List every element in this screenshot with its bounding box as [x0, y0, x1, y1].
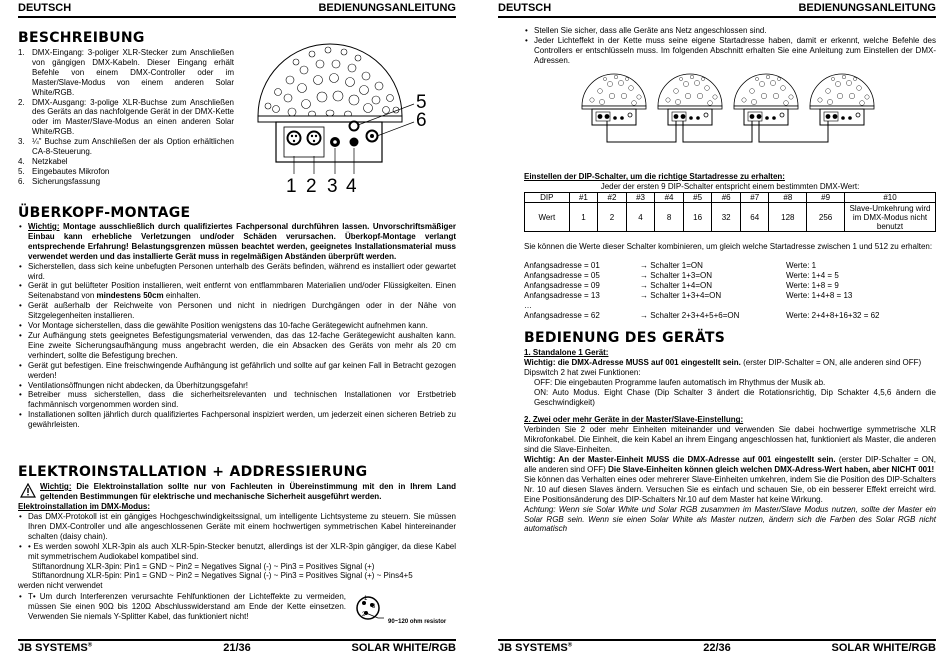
address-value: Anfangsadresse = 13 [524, 290, 600, 300]
master-slave-inverse: Sie können das Verhalten eines oder mehrerer Slave-Einheiten umkehren, indem Sie die Position des DIP-Schalters Nr. 10 auf diesen Slaves ändern. Versuchen Sie es einfach und schauen Sie, ob ein besserer Effekt erreicht wird. Eine Positionsänderung des DIP-Schalters Nr.10 auf dem Master hat keine Wirkung. [524, 474, 936, 504]
master-slave-intro: Verbinden Sie 2 oder mehr Einheiten miteinander und verwenden Sie dabei hochwertige symmetrische XLR Mikrofonkabel. Die Einheit, die kein Kabel an ihrem Eingang angeschlossen hat, funktioniert als Master, die anderen sind die Slave-Einheiten. [524, 425, 936, 455]
value-sum: Werte: 1 [786, 261, 817, 270]
table-cell: #2 [598, 193, 627, 203]
switch-setting: → Schalter 1+3+4=ON [640, 290, 722, 300]
callout-2: 2 [306, 176, 317, 197]
list-item: • Vor Montage sicherstellen, dass die gewählte Position wenigstens das 10-fache Gerätegewicht aufnehmen kann. [18, 321, 456, 331]
table-row [525, 193, 936, 203]
table-cell: #1 [569, 193, 598, 203]
heading-montage: ÜBERKOPF-MONTAGE [18, 205, 191, 221]
dip-heading: Einstellen der DIP-Schalter, um die richtige Startadresse zu erhalten: [524, 172, 785, 181]
list-item: • Jeder Lichteffekt in der Kette muss seine eigene Startadresse haben, damit er erkennt, welche Befehle des Controllers er entschlüsseln muss. Im folgenden Abschnitt erhalten Sie eine Anleitung zum Einstellen der DMX-Adressen. [524, 36, 936, 66]
heading-beschreibung: BESCHREIBUNG [18, 30, 145, 46]
address-value: Anfangsadresse = 62 [524, 310, 600, 320]
elektro-list-bottom [18, 592, 346, 622]
list-item: • Gerät in gut belüfteter Position installieren, weit entfernt von entflammbaren Materialien und/oder Flüssigkeiten. Einen Seitenabstand von mindestens 50cm einhalten. [18, 281, 456, 301]
table-cell: 4 [626, 203, 655, 232]
section-master-slave-title: 2. Zwei oder mehr Geräte in der Master/Slave-Einstellung: [524, 415, 744, 425]
list-item: 4. Netzkabel [18, 156, 68, 166]
table-cell: 8 [655, 203, 684, 232]
pinout-5pin: Stiftanordnung XLR-5pin: Pin1 = GND ~ Pin2 = Negatives Signal (-) ~ Pin3 = Positives Signal (+) ~ Pins4+5 [32, 571, 413, 581]
page-number: 22/36 [703, 642, 731, 654]
list-item: 6. Sicherungsfassung [18, 176, 101, 186]
switch-setting: → Schalter 1+3=ON [640, 270, 713, 280]
chain-unit-3 [734, 74, 798, 125]
list-item: • • Es werden sowohl XLR-3pin als auch XLR-5pin-Stecker benutzt, allerdings ist der XLR-3pin gängiger, da diese Kabel mit symmetrischem Audiokabel kompatibel sind. [18, 542, 456, 562]
list-item: • Stellen Sie sicher, dass alle Geräte ans Netz angeschlossen sind. [524, 26, 936, 36]
table-cell: 128 [769, 203, 807, 232]
table-cell: 2 [598, 203, 627, 232]
footer-product: SOLAR WHITE/RGB [351, 642, 456, 654]
microphone [350, 122, 359, 131]
page-22 [480, 0, 950, 654]
address-value: Anfangsadresse = 09 [524, 280, 600, 290]
list-item: • Sicherstellen, dass sich keine unbefugten Personen unterhalb des Geräts befinden, während es installiert oder gewartet wird. [18, 262, 456, 282]
address-ellipsis: … [524, 300, 532, 310]
table-cell: #8 [769, 193, 807, 203]
page-header [498, 2, 936, 18]
master-slave-important: Wichtig: An der Master-Einheit MUSS die DMX-Adresse auf 001 eingestellt sein. (erster DIP-Schalter = ON, alle anderen sind OFF) Die Slave-Einheiten können gleich welchen DMX-Adress-Wert haben, aber NICHT 001! [524, 455, 936, 474]
table-cell: #10 [845, 193, 936, 203]
list-item: • Wichtig: Montage ausschließlich durch qualifiziertes Fachpersonal durchführen lassen. Unvorschriftsmäßiger Einbau kann erhebliche Verletzungen und/oder Schäden verursachen. Überkopf-Montage verlangt entsprechende Erfahrung! Belastungsgrenzen müssen beachtet werden, geeignetes Installationsmaterial muss verwendet werden und das installierte Gerät muss in regelmäßigen Abständen überprüft werden. [18, 222, 456, 262]
table-cell: DIP [525, 193, 570, 203]
page-footer [18, 639, 456, 656]
pin-label-2: 2 [362, 612, 366, 618]
elektro-warning: Wichtig: Die Elektroinstallation sollte nur von Fachleuten in Übereinstimmung mit den in Ihrem Land geltenden Bestimmungen für elektrische und mechanische Sicherheit ausgeführt werden. [40, 482, 456, 501]
list-item: 5. Eingebautes Mikrofon [18, 166, 110, 176]
list-item: 2. DMX-Ausgang: 3-polige XLR-Buchse zum Anschließen des Geräts an das nachfolgende Gerät in der DMX-Kette oder im Master/Slave-Modus an einen anderen Solar White/RGB. [18, 97, 234, 137]
dmx-in-connector [288, 132, 301, 145]
table-cell: 16 [683, 203, 712, 232]
list-item: • Installationen sollten jährlich durch qualifiziertes Fachpersonal inspiziert werden, um jederzeit einen sicheren Betrieb zu gewährleisten. [18, 410, 456, 430]
table-cell: #7 [740, 193, 769, 203]
pinout-5pin-note: werden nicht verwendet [18, 581, 103, 591]
list-item: • Gerät gut befestigen. Eine freischwingende Aufhängung ist gefährlich und sollte auf gar keinen Fall in Betracht gezogen werden! [18, 361, 456, 381]
pinout-3pin: Stiftanordnung XLR-3pin: Pin1 = GND ~ Pin2 = Negatives Signal (-) ~ Pin3 = Positives Signal (+) [32, 561, 375, 571]
standalone-dipswitch: Dipswitch 2 hat zwei Funktionen: [524, 367, 641, 377]
daisy-chain-illustration [580, 72, 880, 148]
standalone-on: ON: Auto Modus. Eight Chase (Dip Schalter 3 ändert die Rotationsrichtig, Dip Schakter 4,5,6 ändern die Geschwindigkeit) [534, 387, 936, 407]
dmx-out-connector [308, 132, 321, 145]
page-footer [498, 639, 936, 656]
footer-brand: JB SYSTEMS® [18, 642, 93, 654]
master-slave-note: Achtung: Wenn sie Solar White und Solar RGB zusammen im Master/Slave Modus nutzen, sollte der Master ein Solar RGB sein. Wenn sie einen Solar White als Master nutzen, ändern sich die Farben des Solar RGB nicht automatisch [524, 504, 936, 534]
table-cell: 64 [740, 203, 769, 232]
table-cell: #6 [712, 193, 741, 203]
table-cell: 1 [569, 203, 598, 232]
table-row [525, 203, 936, 232]
list-item: • Gerät außerhalb der Reichweite von Personen und nicht in niedrigen Durchgängen oder in der Nähe von Sitzgelegenheiten installieren. [18, 301, 456, 321]
switch-setting: → Schalter 1=ON [640, 261, 703, 270]
callout-3: 3 [327, 176, 338, 197]
chain-unit-1 [582, 74, 646, 125]
intro-list [524, 26, 936, 66]
chain-unit-2 [658, 74, 722, 125]
device-rear-illustration [246, 34, 462, 198]
table-cell: #9 [807, 193, 845, 203]
montage-list [18, 222, 456, 430]
address-examples [524, 261, 936, 321]
elektro-list-top [18, 512, 456, 591]
table-cell: Wert [525, 203, 570, 232]
list-item: • Zur Aufhängung stets geeignetes Befestigungsmaterial verwenden, das das 12-fache Gerätegewicht aushalten kann. Eine zweite Sicherungsaufhängung muss angebracht werden, die ein Absacken des Geräts von mehr als 20 cm verhindert, sollte die Befestigung brechen. [18, 331, 456, 361]
dip-caption: Jeder der ersten 9 DIP-Schalter entspricht einem bestimmten DMX-Wert: [600, 182, 860, 191]
callout-6: 6 [416, 110, 427, 131]
pin-label-3: 3 [372, 604, 376, 610]
table-cell: #5 [683, 193, 712, 203]
list-item: • Das DMX-Protokoll ist ein gängiges Hochgeschwindigkeitssignal, um intelligente Lichtsysteme zu steuern. Sie müssen Ihren DMX-Controller und alle angeschlossenen Geräte mit einem hochwertigen symmetrischen Kabel hintereinander schalten (daisy chain). [18, 512, 456, 542]
dip-value-table [524, 192, 936, 232]
page-number: 21/36 [223, 642, 251, 654]
callout-4: 4 [346, 176, 357, 197]
table-cell: 32 [712, 203, 741, 232]
warning-triangle-icon [20, 483, 36, 498]
table-cell: 256 [807, 203, 845, 232]
list-item: • T• Um durch Interferenzen verursachte Fehlfunktionen der Lichteffekte zu vermeiden, müssen Sie einen 90Ω bis 120Ω Abschlusswiderstand am Ende der Kette einsetzen. Verwenden Sie niemals Y-Splitter Kabel, das funktioniert nicht! [18, 592, 346, 622]
table-cell: #4 [655, 193, 684, 203]
bedienung-body [524, 348, 936, 534]
page-21 [0, 0, 470, 654]
address-value: Anfangsadresse = 05 [524, 270, 600, 280]
chain-unit-4 [810, 74, 874, 125]
header-title: BEDIENUNGSANLEITUNG [798, 2, 936, 14]
value-sum: Werte: 1+4+8 = 13 [786, 290, 853, 300]
value-sum: Werte: 1+4 = 5 [786, 270, 839, 280]
power-cord-entry [350, 138, 359, 147]
switch-setting: → Schalter 1+4=ON [640, 280, 713, 290]
heading-bedienung: BEDIENUNG DES GERÄTS [524, 330, 726, 346]
page-header [18, 2, 456, 18]
header-title: BEDIENUNGSANLEITUNG [318, 2, 456, 14]
list-item: • Ventilationsöffnungen nicht abdecken, da Überhitzungsgefahr! [18, 381, 456, 391]
callout-5: 5 [416, 92, 427, 113]
footer-brand: JB SYSTEMS® [498, 642, 573, 654]
header-language: DEUTSCH [498, 2, 552, 14]
callout-1: 1 [286, 176, 297, 197]
section-standalone-title: 1. Standalone 1 Gerät: [524, 348, 609, 357]
value-sum: Werte: 2+4+8+16+32 = 62 [786, 310, 880, 320]
footer-product: SOLAR WHITE/RGB [831, 642, 936, 654]
beschreibung-list [18, 48, 234, 187]
address-value: Anfangsadresse = 01 [524, 261, 600, 270]
header-language: DEUTSCH [18, 2, 72, 14]
list-item: 3. ¼" Buchse zum Anschließen der als Option erhältlichen CA-8-Steuerung. [18, 137, 234, 157]
table-cell: Slave-Umkehrung wird im DMX-Modus nicht benutzt [845, 203, 936, 232]
heading-elektro: ELEKTROINSTALLATION + ADDRESSIERUNG [18, 464, 368, 480]
resistor-label: 90~120 ohm resistor [388, 619, 447, 625]
list-item: • Betreiber muss sicherstellen, dass die sicherheitsrelevanten und technischen Installationen vor Erstbetrieb fachmännisch vorgenommen worden sind. [18, 390, 456, 410]
standalone-off: OFF: Die eingebauten Programme laufen automatisch im Rhythmus der Musik ab. [534, 377, 826, 387]
pin-label-1: 1 [364, 596, 368, 602]
switch-setting: → Schalter 2+3+4+5+6=ON [640, 310, 740, 320]
elektro-subheading: Elektroinstallation im DMX-Modus: [18, 502, 151, 511]
combine-text: Sie können die Werte dieser Schalter kombinieren, um gleich welche Startadresse zwischen 1 und 512 zu erhalten: [524, 242, 933, 251]
standalone-important: Wichtig: die DMX-Adresse MUSS auf 001 eingestellt sein. (erster DIP-Schalter = ON, alle anderen sind OFF) [524, 357, 922, 367]
list-item: 1. DMX-Eingang: 3-poliger XLR-Stecker zum Anschließen von gängigen DMX-Kabeln. Dieser Eingang erhält Befehle von einem DMX-Controller oder im Master/Slave-Modus von einem anderen Solar White/RGB. [18, 48, 234, 97]
value-sum: Werte: 1+8 = 9 [786, 280, 839, 290]
table-cell: #3 [626, 193, 655, 203]
